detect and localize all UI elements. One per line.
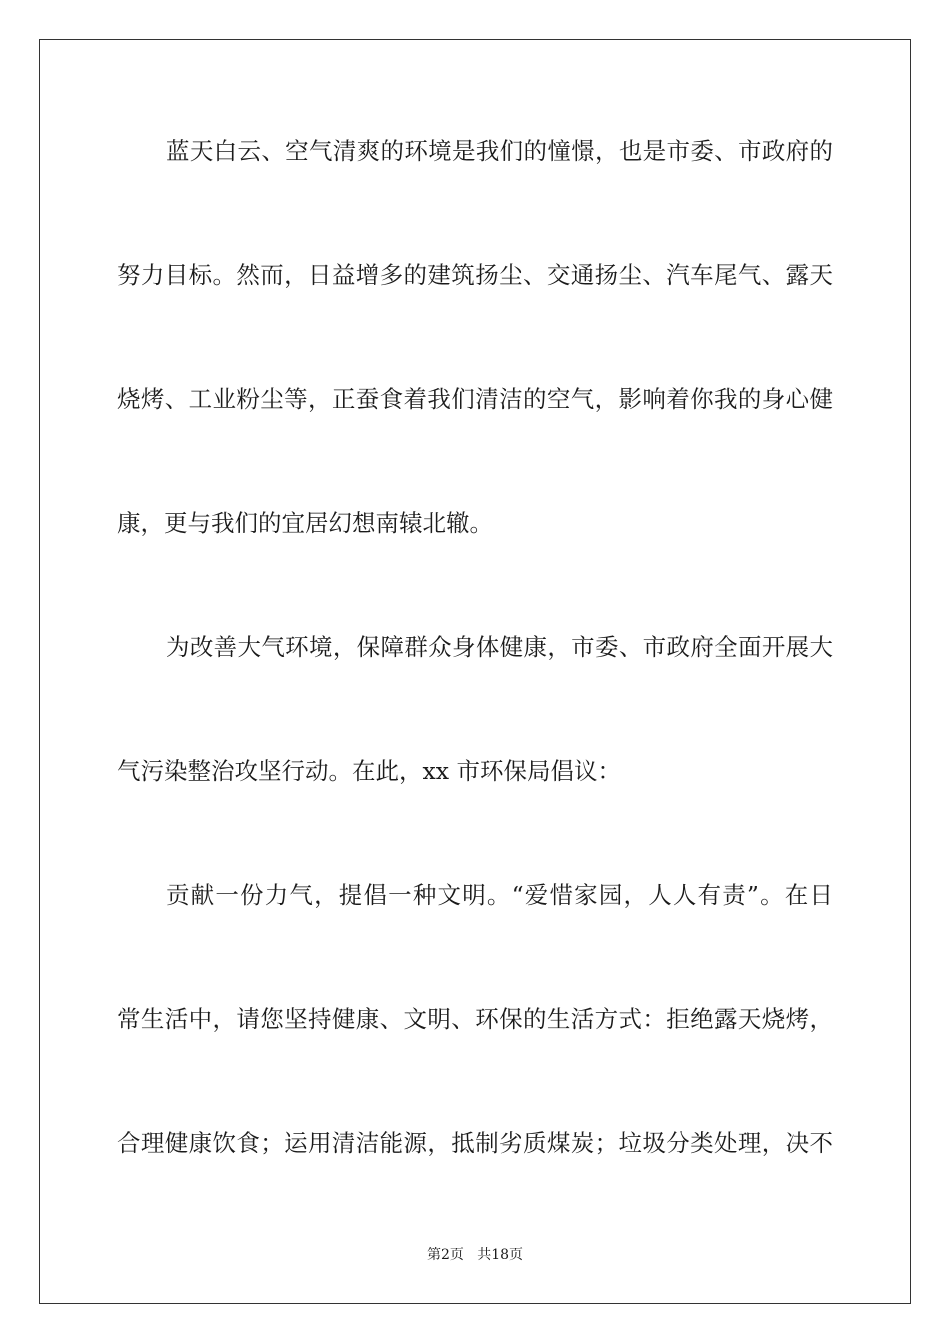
page-number-footer: 第2页 共18页: [426, 1247, 524, 1263]
paragraph-1-line-3: 烧烤、工业粉尘等，正蚕食着我们清洁的空气，影响着你我的身心健: [117, 385, 833, 413]
paragraph-1-line-4: 康，更与我们的宜居幻想南辕北辙。: [117, 509, 493, 537]
page-border: [39, 39, 911, 1304]
paragraph-3-line-2: 常生活中，请您坚持健康、文明、环保的生活方式：拒绝露天烧烤，: [117, 1005, 833, 1033]
paragraph-2-line-1: 为改善大气环境，保障群众身体健康，市委、市政府全面开展大: [166, 633, 833, 661]
paragraph-2-line-2: 气污染整治攻坚行动。在此，xx 市环保局倡议：: [117, 757, 621, 785]
paragraph-1-line-2: 努力目标。然而，日益增多的建筑扬尘、交通扬尘、汽车尾气、露天: [117, 261, 833, 289]
paragraph-1-line-1: 蓝天白云、空气清爽的环境是我们的憧憬，也是市委、市政府的: [166, 137, 833, 165]
paragraph-3-line-3: 合理健康饮食；运用清洁能源，抵制劣质煤炭；垃圾分类处理，决不: [117, 1129, 833, 1157]
paragraph-3-line-1: 贡献一份力气，提倡一种文明。“爱惜家园，人人有责”。在日: [166, 881, 833, 909]
